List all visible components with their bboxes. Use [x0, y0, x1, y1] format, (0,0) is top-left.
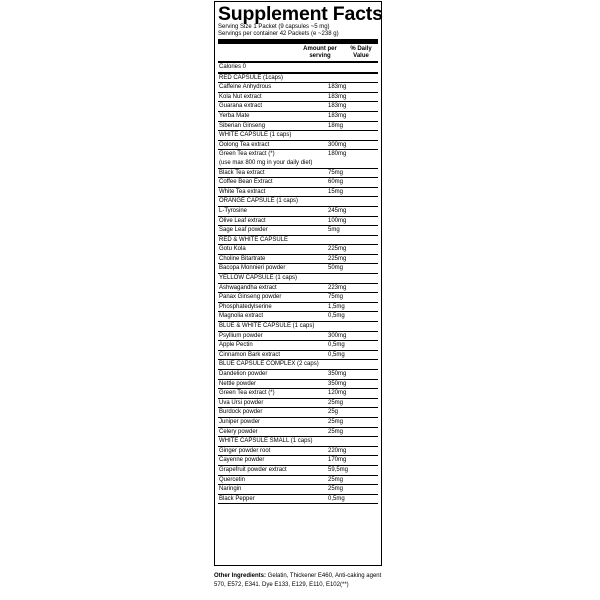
ingredient-amount: 5mg	[328, 227, 340, 234]
calories-label: Calories 0	[219, 64, 247, 70]
ingredient-amount: 300mg	[328, 332, 347, 339]
ingredient-name: Green Tea extract (*) (use max 800 mg in your daily diet)	[219, 151, 313, 166]
ingredient-amount: 183mg	[328, 84, 347, 91]
ingredient-row	[218, 217, 378, 227]
ingredient-row	[218, 312, 378, 322]
ingredient-row	[218, 93, 378, 103]
ingredient-name: Naringin	[219, 486, 242, 493]
ingredient-amount: 18mg	[328, 122, 344, 129]
ingredient-amount: 59,5mg	[328, 466, 349, 473]
ingredient-name: Psyllium powder	[219, 332, 263, 339]
ingredient-amount: 50mg	[328, 265, 344, 272]
section-title: WHITE CAPSULE (1 caps)	[218, 131, 378, 141]
section-title: BLUE CAPSULE COMPLEX (2 caps)	[218, 360, 378, 370]
ingredient-row	[218, 169, 378, 179]
ingredient-amount: 300mg	[328, 141, 347, 148]
ingredient-row	[218, 303, 378, 313]
ingredient-amount: 60mg	[328, 179, 344, 186]
ingredient-row	[218, 255, 378, 265]
section-title: RED CAPSULE (1caps)	[218, 74, 378, 84]
ingredient-amount: 220mg	[328, 447, 347, 454]
ingredient-row	[218, 178, 378, 188]
ingredient-row	[218, 389, 378, 399]
serving-size: Serving Size 1 Packet (9 capsules ~5 mg)	[218, 24, 330, 30]
ingredient-row	[218, 83, 378, 93]
ingredient-amount: 25mg	[328, 428, 344, 435]
section-title: ORANGE CAPSULE (1 caps)	[218, 197, 378, 207]
ingredient-row	[218, 245, 378, 255]
ingredient-name: Bacopa Monnieri powder	[219, 265, 286, 272]
ingredient-row	[218, 341, 378, 351]
ingredient-amount: 120mg	[328, 390, 347, 397]
ingredient-amount: 350mg	[328, 371, 347, 377]
ingredient-row	[218, 466, 378, 476]
ingredient-amount: 1,5mg	[328, 303, 345, 310]
ingredient-name: Coffee Bean Extract	[219, 179, 273, 186]
servings-per-container: Servings per container 42 Packets (e ~238 g)	[218, 31, 339, 37]
ingredient-row	[218, 399, 378, 409]
ingredient-amount: 183mg	[328, 103, 347, 110]
ingredient-amount: 170mg	[328, 457, 347, 464]
ingredient-row	[218, 456, 378, 466]
ingredient-amount: 0,5mg	[328, 342, 345, 349]
ingredient-amount: 25mg	[328, 476, 344, 483]
dv-header: % Daily Value	[350, 45, 372, 59]
ingredient-amount: 75mg	[328, 169, 344, 176]
ingredient-name: Oolong Tea extract	[219, 141, 270, 148]
ingredient-amount: 0,5mg	[328, 313, 345, 320]
ingredient-row	[218, 150, 378, 168]
other-ingredients	[214, 572, 382, 589]
ingredient-name: Ginger powder root	[219, 447, 271, 454]
supplement-facts-panel	[214, 1, 382, 566]
ingredient-amount: 15mg	[328, 188, 344, 195]
ingredient-name: Uva Ursi powder	[219, 399, 264, 406]
ingredient-name: Grapefruit powder extract	[219, 466, 287, 473]
ingredient-name: Caffeine Anhydrous	[219, 84, 272, 91]
ingredient-name: Choline Bitartrate	[219, 255, 266, 262]
ingredient-amount: 223mg	[328, 284, 347, 291]
ingredient-row	[218, 188, 378, 198]
ingredient-amount: 180mg	[328, 151, 347, 158]
ingredient-amount: 225mg	[328, 246, 347, 253]
ingredient-name: Nettle powder	[219, 380, 257, 387]
ingredient-name: Quercetin	[219, 476, 246, 483]
ingredient-row	[218, 495, 378, 505]
ingredient-amount: 225mg	[328, 255, 347, 262]
ingredient-amount: 0,5mg	[328, 351, 345, 358]
ingredient-name: Magnolia extract	[219, 313, 264, 320]
ingredient-amount: 350mg	[328, 380, 347, 387]
ingredient-name: L-Tyrosine	[219, 207, 248, 214]
ingredient-name: Apple Pectin	[219, 342, 253, 349]
ingredient-amount: 100mg	[328, 217, 347, 224]
ingredient-name: Green Tea extract (*)	[219, 390, 275, 397]
ingredient-name: Burdock powder	[219, 409, 263, 416]
ingredient-amount: 25mg	[328, 486, 344, 493]
section-title: WHITE CAPSULE SMALL (1 caps)	[218, 437, 378, 447]
ingredient-row	[218, 476, 378, 486]
section-title: RED & WHITE CAPSULE	[218, 236, 378, 246]
section-title: YELLOW CAPSULE (1 caps)	[218, 274, 378, 284]
ingredient-row	[218, 408, 378, 418]
ingredient-name: Phosphatedylserine	[219, 303, 272, 310]
ingredient-row	[218, 447, 378, 457]
other-ingredients-label: Other Ingredients:	[214, 573, 267, 579]
ingredient-row	[218, 226, 378, 236]
amount-header: Amount per serving	[303, 45, 337, 59]
ingredient-name: Black Tea extract	[219, 169, 265, 176]
ingredient-row	[218, 418, 378, 428]
ingredient-amount: 183mg	[328, 112, 347, 119]
ingredient-row	[218, 485, 378, 495]
ingredient-row	[218, 428, 378, 438]
ingredient-amount: 183mg	[328, 93, 347, 100]
ingredient-row	[218, 284, 378, 294]
ingredient-row	[218, 122, 378, 132]
ingredient-row	[218, 207, 378, 217]
ingredient-row	[218, 351, 378, 361]
ingredient-row	[218, 380, 378, 390]
ingredient-row	[218, 293, 378, 303]
calories-row	[218, 63, 378, 74]
other-ingredients-text: Gelatin, Thickener E460, Anti-caking agent 570, E572, E341. Dye E133, E129, E110, E102(**)	[214, 573, 382, 588]
ingredient-row	[218, 112, 378, 122]
ingredient-name: Siberian Ginseng	[219, 122, 266, 129]
ingredient-amount: 25g	[328, 409, 339, 416]
section-title: BLUE & WHITE CAPSULE (1 caps)	[218, 322, 378, 332]
ingredient-amount: 25mg	[328, 399, 344, 406]
column-header	[218, 44, 378, 61]
ingredient-name: Olive Leaf extract	[219, 217, 266, 224]
ingredient-row	[218, 102, 378, 112]
ingredient-name: Celery powder	[219, 428, 258, 435]
ingredient-name: Cinnamon Bark extract	[219, 351, 281, 358]
ingredient-row	[218, 264, 378, 274]
ingredient-name: Yerba Mate	[219, 112, 250, 119]
ingredient-name: Guarana extract	[219, 103, 263, 110]
ingredient-name: Sage Leaf powder	[219, 227, 268, 234]
ingredient-name: Dandelion powder	[219, 371, 268, 377]
ingredient-amount: 245mg	[328, 207, 347, 214]
ingredient-name: Gotu Kola	[219, 246, 246, 253]
ingredient-amount: 25mg	[328, 418, 344, 425]
ingredient-name: Black Pepper	[219, 495, 255, 502]
ingredient-name: White Tea extract	[219, 188, 266, 195]
ingredient-row	[218, 141, 378, 151]
ingredient-name: Panax Ginseng powder	[219, 294, 282, 301]
ingredient-name: Juniper powder	[219, 418, 261, 425]
ingredient-sections	[218, 74, 378, 505]
ingredient-row	[218, 370, 378, 380]
panel-title: Supplement Facts	[218, 3, 383, 25]
ingredient-name: Cayenne powder	[219, 457, 265, 464]
ingredient-amount: 0,5mg	[328, 495, 345, 502]
ingredient-amount: 75mg	[328, 294, 344, 301]
ingredient-name: Ashwagandha extract	[219, 284, 277, 291]
ingredient-row	[218, 332, 378, 342]
ingredient-name: Kola Nut extract	[219, 93, 262, 100]
